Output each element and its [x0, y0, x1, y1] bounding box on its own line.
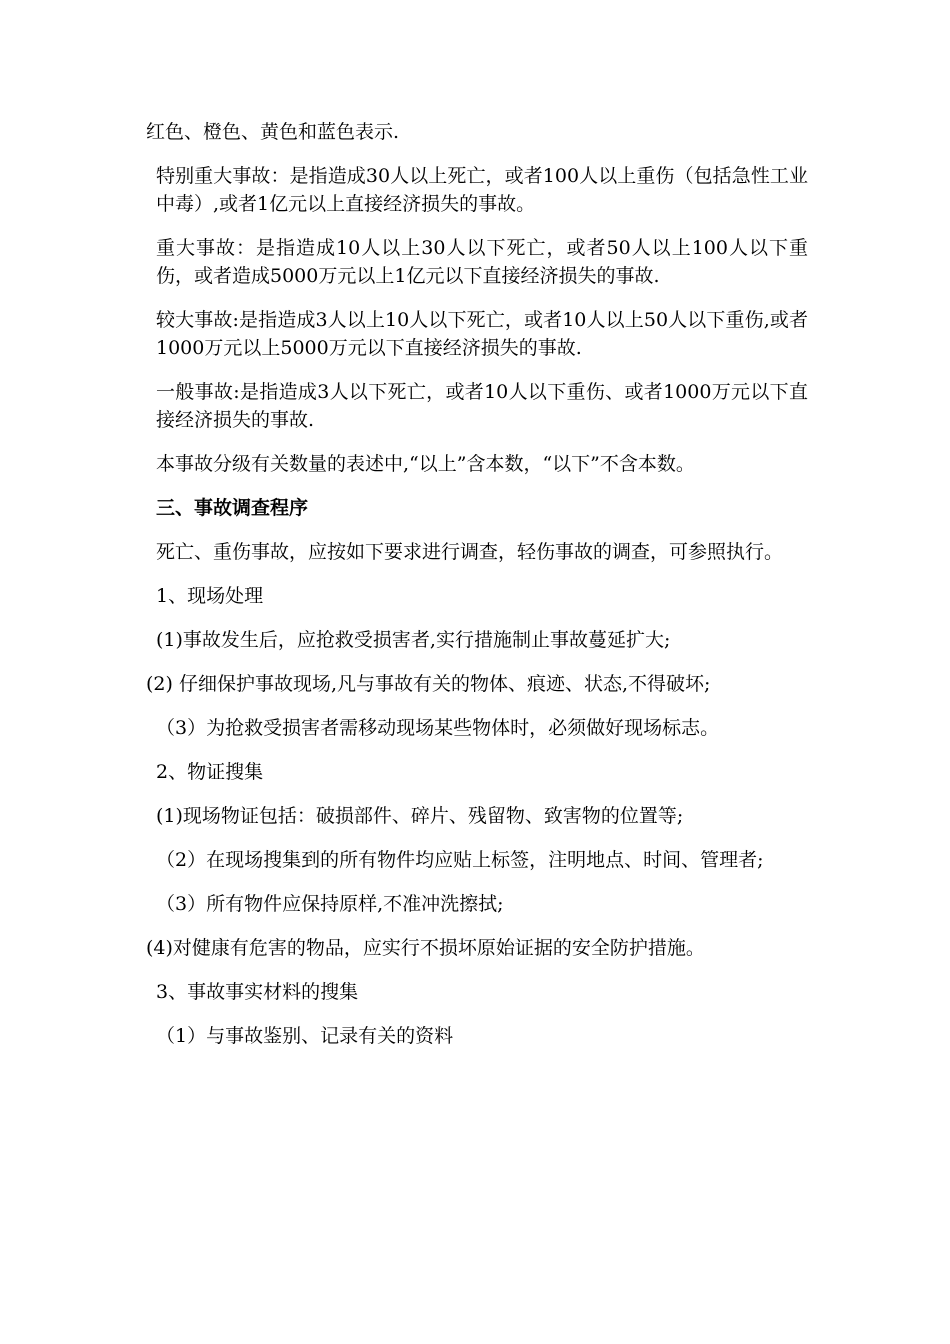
body-paragraph: (1)现场物证包括：破损部件、碎片、残留物、致害物的位置等;: [156, 805, 684, 827]
body-paragraph: (1)事故发生后，应抢救受损害者,实行措施制止事故蔓延扩大;: [156, 629, 671, 651]
body-paragraph: （2）在现场搜集到的所有物件均应贴上标签，注明地点、时间、管理者;: [156, 849, 764, 871]
body-paragraph: 较大事故:是指造成3人以上10人以下死亡，或者10人以上50人以下重伤,或者1000万元以上5000万元以下直接经济损失的事故.: [156, 309, 808, 359]
body-paragraph: 特别重大事故：是指造成30人以上死亡，或者100人以上重伤（包括急性工业中毒）,或者1亿元以上直接经济损失的事故。: [156, 165, 808, 215]
body-paragraph: (4)对健康有危害的物品，应实行不损坏原始证据的安全防护措施。: [146, 937, 705, 959]
document-page: [146, 118, 808, 1066]
body-paragraph: 一般事故:是指造成3人以下死亡，或者10人以下重伤、或者1000万元以下直接经济损失的事故.: [156, 381, 808, 431]
body-paragraph: 红色、橙色、黄色和蓝色表示.: [146, 121, 400, 143]
body-paragraph: （3）所有物件应保持原样,不准冲洗擦拭;: [156, 893, 504, 915]
body-paragraph: 2、物证搜集: [156, 761, 264, 783]
body-paragraph: （1）与事故鉴别、记录有关的资料: [156, 1025, 454, 1047]
body-paragraph: 本事故分级有关数量的表述中,“以上”含本数，“以下”不含本数。: [156, 453, 695, 475]
body-paragraph: 3、事故事实材料的搜集: [156, 981, 359, 1003]
body-paragraph: （3）为抢救受损害者需移动现场某些物体时，必须做好现场标志。: [156, 717, 720, 739]
body-paragraph: 死亡、重伤事故，应按如下要求进行调查，轻伤事故的调查，可参照执行。: [156, 541, 784, 563]
body-paragraph: 重大事故：是指造成10人以上30人以下死亡，或者50人以上100人以下重伤，或者造成5000万元以上1亿元以下直接经济损失的事故.: [156, 237, 808, 287]
body-paragraph: (2) 仔细保护事故现场,凡与事故有关的物体、痕迹、状态,不得破坏;: [146, 673, 711, 695]
section-heading: 三、事故调查程序: [156, 497, 309, 519]
body-paragraph: 1、现场处理: [156, 585, 264, 607]
